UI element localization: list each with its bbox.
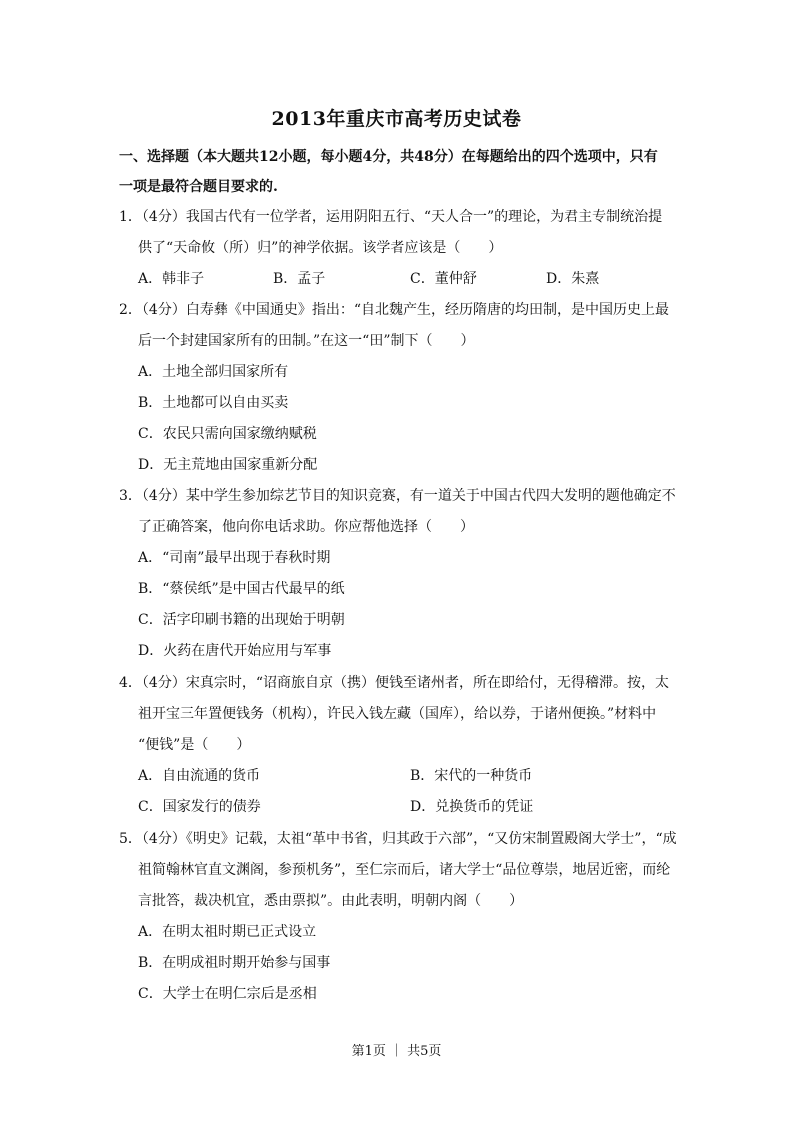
- question-5-option-c[interactable]: C．大学士在明仁宗后是丞相: [138, 986, 317, 1002]
- question-2-line-2: 后一个封建国家所有的田制。”在这一“田”制下（ ）: [138, 333, 475, 349]
- question-4-line-3: “便钱”是（ ）: [138, 737, 251, 753]
- question-1-option-b[interactable]: B．孟子: [273, 271, 326, 287]
- question-3-option-c[interactable]: C．活字印刷书籍的出现始于明朝: [138, 612, 345, 628]
- question-2-line-1: 2．（4分）白寿彝《中国通史》指出：“自北魏产生，经历隋唐的均田制，是中国历史上最: [119, 302, 669, 318]
- page-title: 2013年重庆市高考历史试卷: [271, 108, 522, 130]
- question-3-line-2: 了正确答案，他向你电话求助。你应帮他选择（ ）: [138, 519, 474, 535]
- question-3-line-1: 3．（4分）某中学生参加综艺节目的知识竞赛，有一道关于中国古代四大发明的题他确定不: [119, 488, 676, 504]
- question-2-option-a[interactable]: A．土地全部归国家所有: [138, 364, 289, 380]
- question-5-option-b[interactable]: B．在明成祖时期开始参与国事: [138, 955, 331, 971]
- question-4-option-c[interactable]: C．国家发行的债券: [138, 799, 261, 815]
- question-4-option-d[interactable]: D．兑换货币的凭证: [410, 799, 534, 815]
- question-3-option-d[interactable]: D．火药在唐代开始应用与军事: [138, 643, 332, 659]
- question-5-line-1: 5．（4分）《明史》记载，太祖“革中书省，归其政于六部”，“又仿宋制置殿阁大学士”，“成: [119, 831, 677, 847]
- question-4-option-a[interactable]: A．自由流通的货币: [138, 768, 261, 784]
- question-3-option-a[interactable]: A．“司南”最早出现于春秋时期: [138, 550, 331, 566]
- page-footer: 第1页 ｜ 共5页: [351, 1044, 442, 1059]
- question-2-option-c[interactable]: C．农民只需向国家缴纳赋税: [138, 426, 317, 442]
- section-heading-line-1: 一、选择题（本大题共12小题，每小题4分，共48分）在每题给出的四个选项中，只有: [119, 149, 658, 165]
- question-5-option-a[interactable]: A．在明太祖时期已正式设立: [138, 924, 317, 940]
- question-5-line-2: 祖简翰林官直文渊阁，参预机务”，至仁宗而后，诸大学士“品位尊崇，地居近密，而纶: [138, 862, 671, 878]
- question-4-line-2: 祖开宝三年置便钱务（机构），许民入钱左藏（国库），给以券，于诸州便换。”材料中: [138, 706, 657, 722]
- question-1-line-2: 供了“天命攸（所）归”的神学依据。该学者应该是（ ）: [138, 240, 503, 256]
- question-4-option-b[interactable]: B．宋代的一种货币: [410, 768, 533, 784]
- question-1-option-c[interactable]: C．董仲舒: [410, 271, 477, 287]
- question-4-line-1: 4．（4分）宋真宗时，“诏商旅自京（携）便钱至诸州者，所在即给付，无得稽滞。按，太: [119, 675, 669, 691]
- question-2-option-d[interactable]: D．无主荒地由国家重新分配: [138, 457, 318, 473]
- question-1-line-1: 1．（4分）我国古代有一位学者，运用阴阳五行、“天人合一”的理论，为君主专制统治提: [119, 209, 663, 225]
- question-1-option-d[interactable]: D．朱熹: [546, 271, 600, 287]
- section-heading-line-2: 一项是最符合题目要求的.: [119, 179, 278, 195]
- question-2-option-b[interactable]: B．土地都可以自由买卖: [138, 395, 289, 411]
- question-5-line-3: 言批答，裁决机宜，悉由票拟”。由此表明，明朝内阁（ ）: [138, 893, 524, 909]
- question-3-option-b[interactable]: B．“蔡侯纸”是中国古代最早的纸: [138, 581, 345, 597]
- question-1-option-a[interactable]: A．韩非子: [138, 271, 205, 287]
